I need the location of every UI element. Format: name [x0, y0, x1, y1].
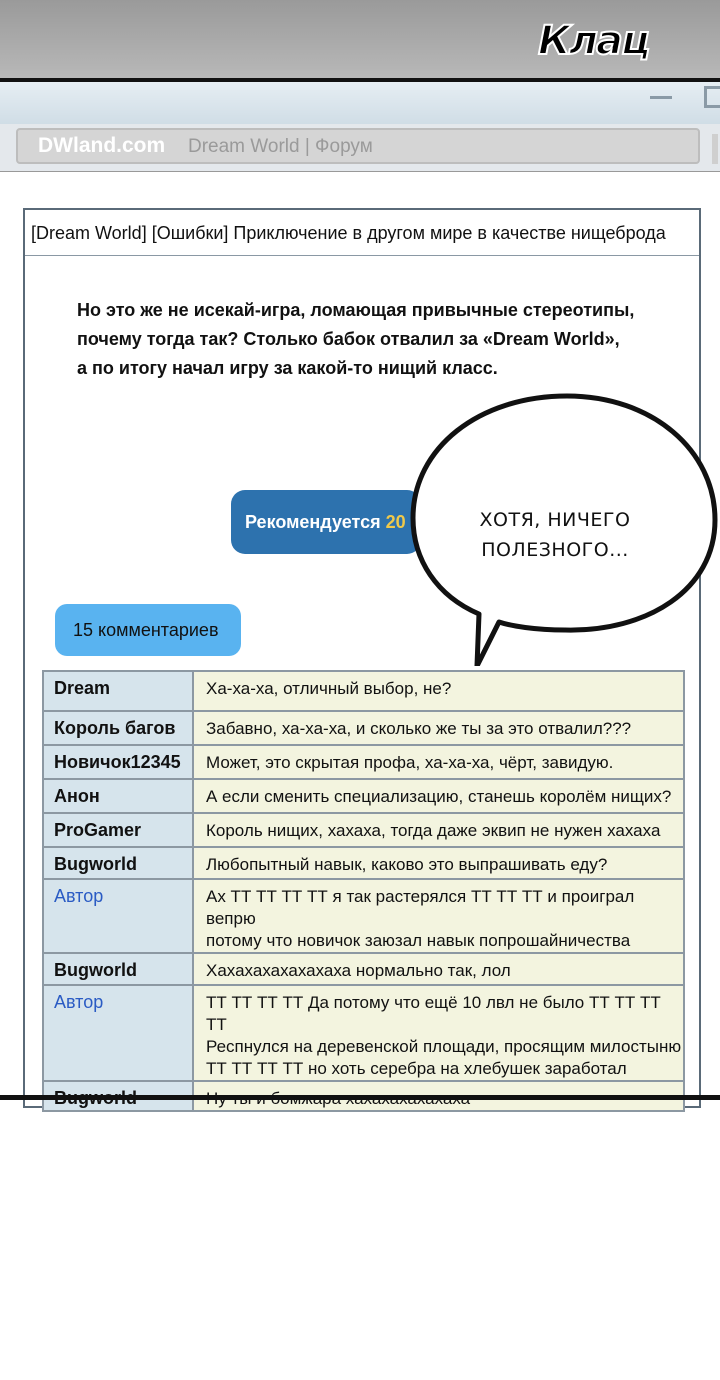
- comment-author[interactable]: Bugworld: [43, 953, 193, 985]
- speech-line: ПОЛЕЗНОГО...: [481, 539, 629, 561]
- comment-text-line: А если сменить специализацию, станешь королём нищих?: [206, 787, 672, 806]
- thread-title: [Dream World] [Ошибки] Приключение в другом мире в качестве нищеброда: [25, 210, 699, 256]
- comment-row: [43, 779, 684, 813]
- comment-text-line: потому что новичок заюзал навык попрошайничества: [206, 931, 631, 950]
- comment-row: [43, 985, 684, 1081]
- comment-text-line: Любопытный навык, каково это выпрашивать еду?: [206, 855, 608, 874]
- comment-text-line: Респнулся на деревенской площади, просящим милостыню: [206, 1037, 682, 1056]
- browser-titlebar: [0, 82, 720, 124]
- site-domain: DWland.com: [38, 134, 166, 157]
- comment-row: [43, 847, 684, 879]
- comment-author[interactable]: Bugworld: [43, 847, 193, 879]
- comment-text-line: Хахахахахахахаха нормально так, лол: [206, 961, 511, 980]
- comment-text-line: Король нищих, хахаха, тогда даже эквип не нужен хахаха: [206, 821, 661, 840]
- post-body-line: Но это же не исекай-игра, ломающая привычные стереотипы,: [77, 300, 635, 320]
- panel-border: [0, 1095, 720, 1100]
- comment-author[interactable]: Новичок12345: [43, 745, 193, 779]
- comment-text: [193, 671, 684, 711]
- comments-table: [42, 670, 685, 1112]
- comment-text: [193, 953, 684, 985]
- speech-bubble-text: [455, 505, 655, 565]
- comment-row: [43, 953, 684, 985]
- recommend-label: Рекомендуется: [245, 512, 381, 532]
- comment-text-line: ТТ ТТ ТТ ТТ Да потому что ещё 10 лвл не было ТТ ТТ ТТ ТТ: [206, 993, 661, 1034]
- sound-effect-text: Клац: [538, 18, 649, 64]
- comment-author[interactable]: Король багов: [43, 711, 193, 745]
- comment-author-author[interactable]: Автор: [43, 879, 193, 953]
- address-bar[interactable]: [16, 128, 700, 164]
- browser-window: [0, 78, 720, 172]
- comment-text: [193, 879, 684, 953]
- comment-text: [193, 779, 684, 813]
- comment-text-line: ТТ ТТ ТТ ТТ но хоть серебра на хлебушек заработал: [206, 1059, 627, 1078]
- comment-row: [43, 879, 684, 953]
- minimize-icon[interactable]: [650, 96, 672, 99]
- speech-line: ХОТЯ, НИЧЕГО: [479, 509, 631, 531]
- comment-text: [193, 985, 684, 1081]
- maximize-icon[interactable]: [704, 86, 720, 108]
- post-body: [77, 296, 634, 383]
- comment-text: [193, 813, 684, 847]
- comment-author[interactable]: Dream: [43, 671, 193, 711]
- comment-row: [43, 813, 684, 847]
- post-body-line: а по итогу начал игру за какой-то нищий класс.: [77, 358, 498, 378]
- comment-text-line: Может, это скрытая профа, ха-ха-ха, чёрт, завидую.: [206, 753, 614, 772]
- comment-row: [43, 671, 684, 711]
- scrollbar[interactable]: [712, 134, 718, 164]
- comment-text-line: Ха-ха-ха, отличный выбор, не?: [206, 679, 452, 698]
- comment-author-author[interactable]: Автор: [43, 985, 193, 1081]
- comment-text: [193, 847, 684, 879]
- comment-text-line: Забавно, ха-ха-ха, и сколько же ты за это отвалил???: [206, 719, 632, 738]
- recommend-button[interactable]: [231, 490, 421, 554]
- comment-row: [43, 711, 684, 745]
- comment-author[interactable]: ProGamer: [43, 813, 193, 847]
- comment-text: [193, 711, 684, 745]
- comments-count-button[interactable]: 15 комментариев: [55, 604, 241, 656]
- comment-text-line: Ах ТТ ТТ ТТ ТТ я так растерялся ТТ ТТ ТТ и проиграл вепрю: [206, 887, 635, 928]
- comment-text: [193, 745, 684, 779]
- page-title: Dream World | Форум: [188, 136, 373, 157]
- comment-author[interactable]: Анон: [43, 779, 193, 813]
- post-body-line: почему тогда так? Столько бабок отвалил за «Dream World»,: [77, 329, 620, 349]
- comment-row: [43, 745, 684, 779]
- recommend-count: 20: [385, 512, 406, 532]
